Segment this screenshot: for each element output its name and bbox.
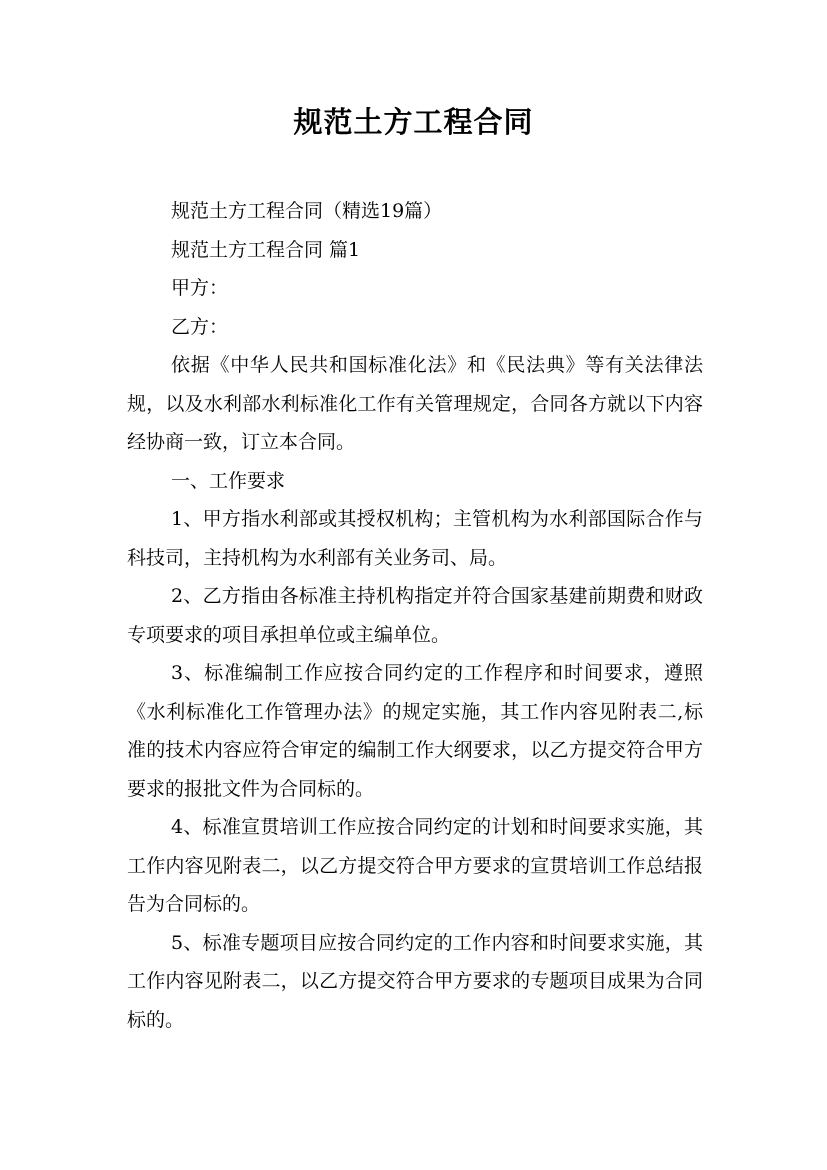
paragraph-item-5: 5、标准专题项目应按合同约定的工作内容和时间要求实施，其工作内容见附表二，以乙方提交符合甲方要求的专题项目成果为合同标的。 (127, 931, 703, 1031)
document-body (127, 192, 703, 1039)
paragraph-item-1: 1、甲方指水利部或其授权机构；主管机构为水利部国际合作与科技司，主持机构为水利部有关业务司、局。 (127, 508, 703, 569)
paragraph-item-2: 2、乙方指由各标准主持机构指定并符合国家基建前期费和财政专项要求的项目承担单位或主编单位。 (127, 585, 703, 646)
paragraph-party-a: 甲方： (171, 277, 229, 299)
paragraph-item-3: 3、标准编制工作应按合同约定的工作程序和时间要求，遵照《水利标准化工作管理办法》的规定实施，其工作内容见附表二,标准的技术内容应符合审定的编制工作大纲要求，以乙方提交符合甲方要求的报批文件为合同标的。 (127, 662, 703, 800)
paragraph-section-heading: 规范土方工程合同 篇1 (171, 238, 361, 261)
paragraph-work-requirements-heading: 一、工作要求 (171, 469, 286, 492)
document-title: 规范土方工程合同 (293, 105, 534, 139)
paragraph-subtitle: 规范土方工程合同（精选19篇） (171, 200, 443, 222)
paragraph-item-4: 4、标准宣贯培训工作应按合同约定的计划和时间要求实施，其工作内容见附表二，以乙方提交符合甲方要求的宣贯培训工作总结报告为合同标的。 (127, 816, 703, 915)
paragraph-party-b: 乙方： (171, 315, 229, 338)
paragraph-preamble: 依据《中华人民共和国标准化法》和《民法典》等有关法律法规，以及水利部水利标准化工作有关管理规定，合同各方就以下内容经协商一致，订立本合同。 (127, 354, 703, 453)
